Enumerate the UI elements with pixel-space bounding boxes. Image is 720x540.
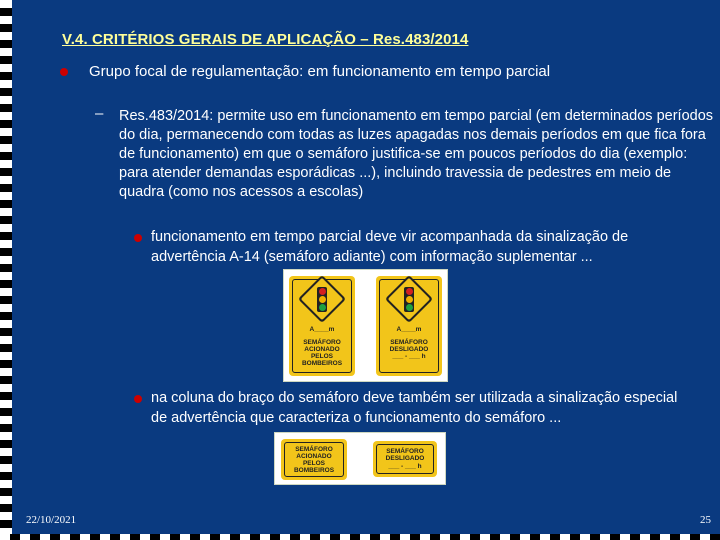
- bullet-icon: [134, 395, 142, 403]
- sign-acionado-bombeiros: SEMÁFORO ACIONADO PELOS BOMBEIROS: [281, 439, 347, 480]
- dash-marker: –: [95, 105, 104, 122]
- sign-distance: A____m: [396, 326, 422, 333]
- sign-semaforo-acionado: A____m SEMÁFORO ACIONADO PELOS BOMBEIROS: [289, 276, 355, 376]
- slide-title: V.4. CRITÉRIOS GERAIS DE APLICAÇÃO – Res.483/2014: [62, 31, 469, 48]
- sign-semaforo-desligado: A____m SEMÁFORO DESLIGADO ___ - ___ h: [376, 276, 442, 376]
- a14-signs-image: [283, 269, 448, 382]
- sign-desligado-horario: SEMÁFORO DESLIGADO ___ - ___ h: [373, 441, 437, 477]
- page-number: 25: [700, 514, 711, 526]
- bullet-lead: Grupo focal de regulamentação:: [89, 63, 304, 80]
- bullet-text: em funcionamento em tempo parcial: [303, 63, 551, 80]
- sign-distance: A____m: [309, 326, 335, 333]
- sub-item-res-483: Res.483/2014: permite uso em funcionamento em tempo parcial (em determinados períodos do dia, permanecendo com todas as luzes apagadas nos demais períodos em que fica fora de funcionamento) em que o semáforo justifica-se em poucos períodos do dia (exemplo: para atender demandas esporádicas ...), incluindo travessia de pedestres em meio de quadra (como nos acessos a escolas): [119, 108, 714, 200]
- bullet-grupo-focal: [89, 63, 550, 80]
- bullet-icon: [60, 68, 68, 76]
- bullet-icon: [134, 234, 142, 242]
- traffic-light-icon: [404, 287, 414, 312]
- traffic-light-icon: [317, 287, 327, 312]
- point-tempo-parcial: funcionamento em tempo parcial deve vir acompanhada da sinalização de advertência A-14 (semáforo adiante) com informação suplementar ...: [151, 229, 629, 265]
- bottom-decorative-border: [0, 534, 720, 540]
- special-signs-image: [274, 432, 446, 485]
- point-coluna-braco: na coluna do braço do semáforo deve também ser utilizada a sinalização especial de advertência que caracteriza o funcionamento do semáforo ...: [151, 390, 678, 426]
- left-decorative-border: [0, 0, 16, 540]
- footer-date: 22/10/2021: [26, 514, 77, 526]
